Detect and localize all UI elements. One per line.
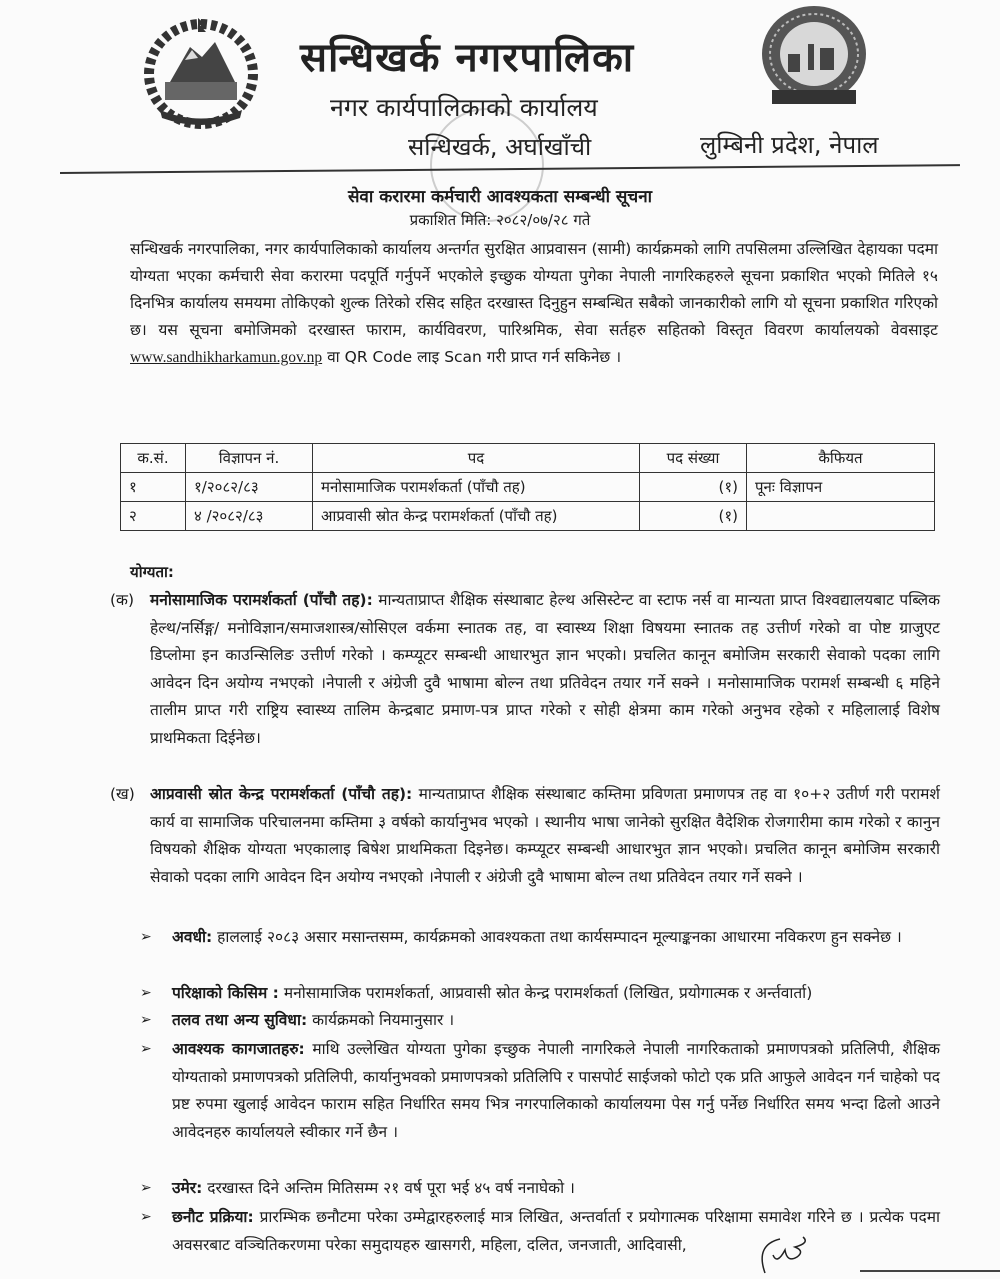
- cell-serial: १: [121, 473, 186, 502]
- header-serial: क.सं.: [121, 444, 186, 473]
- bullet-text: माथि उल्लेखित योग्यता पुगेका इच्छुक नेपाली नागरिकले नेपाली नागरिकताको प्रमाणपत्रको प्रतिलिपी, शैक्षिक योग्यताको प्रमाणपत्रको प्रतिलिपी, कार्यानुभवको प्रमाणपत्रको प्रतिलिपि र पासपोर्ट साईजको फोटो एक प्रति आफुले आवेदन गर्न चाहेको पद प्रष्ट रुपमा खुलाई आवेदन फाराम सहित निर्धारित समय भित्र नगरपालिकाको कार्यालयमा पेस गर्नु पर्नेछ निर्धारित समय भन्दा ढिलो आउने आवेदनहरु कार्यालयले स्वीकार गर्ने छैन ।: [172, 1040, 940, 1141]
- bullet-text: हाललाई २०८३ असार मसान्तसम्म, कार्यक्रमको आवश्यकता तथा कार्यसम्पादन मूल्याङ्कनका आधारमा नविकरण हुन सक्नेछ ।: [212, 928, 902, 946]
- bullet-title: आवश्यक कागजातहरु:: [172, 1040, 305, 1058]
- bullet-duration: [140, 924, 940, 952]
- bullet-title: तलव तथा अन्य सुविधा:: [172, 1011, 308, 1029]
- header-remarks: कैफियत: [747, 444, 935, 473]
- item-text: मान्यताप्राप्त शैक्षिक संस्थाबाट हेल्थ असिस्टेन्ट वा स्टाफ नर्स वा मान्यता प्राप्त विश्वद्यालयबाट पब्लिक हेल्थ/नर्सिङ्ग/ मनोविज्ञान/समाजशास्त्र/सोसिएल वर्कमा स्नातक तह, वा स्वास्थ्य शिक्षा विषयमा स्नातक तह उत्तीर्ण गरेको वा पोष्ट ग्राजुएट डिप्लोमा इन काउन्सिलिङ उत्तीर्ण गरेको । कम्प्यूटर सम्बन्धी आधारभुत ज्ञान भएको। प्रचलित कानून बमोजिम सरकारी सेवाको पदका लागि आवेदन दिन अयोग्य नभएको ।नेपाली र अंग्रेजी दुवै भाषामा बोल्न तथा प्रतिवेदन तयार गर्ने सक्ने । मनोसामाजिक परामर्श सम्बन्धी ६ महिने तालीम प्राप्त गरी राष्ट्रिय स्वास्थ्य तालिम केन्द्रबाट प्रमाण-पत्र प्राप्त गरेको र सोही क्षेत्रमा काम गरेको अनुभव रहेको र महिलालाई विशेष प्राथमिकता दिईनेछ।: [150, 591, 940, 747]
- intro-end-text: वा QR Code लाइ Scan गरी प्राप्त गर्न सकिनेछ ।: [322, 348, 622, 366]
- item-text: मान्यताप्राप्त शैक्षिक संस्थाबाट कम्तिमा प्रविणता प्रमाणपत्र तह वा १०+२ उतीर्ण गरी परामर्श कार्य वा सामाजिक परिचालनमा कम्तिमा ३ वर्षको कार्यानुभव भएको । स्थानीय भाषा जानेको सुरक्षित वैदेशिक रोजगारीमा काम गरेको र कानुन विषयको शैक्षिक योग्यता भएकालाइ बिषेश प्राथमिकता दिइनेछ। कम्प्यूटर सम्बन्धी आधारभुत ज्ञान भएको। प्रचलित कानून बमोजिम सरकारी सेवाको पदका लागि आवेदन दिन अयोग्य नभएको ।नेपाली र अंग्रेजी दुवै भाषामा बोल्न तथा प्रतिवेदन तयार गर्ने सक्ने ।: [150, 785, 940, 886]
- bullet-age: [140, 1175, 940, 1203]
- cell-remarks: पूनः विज्ञापन: [747, 473, 935, 502]
- bullet-text: कार्यक्रमको नियमानुसार ।: [307, 1011, 455, 1029]
- header-post-count: पद संख्या: [640, 444, 747, 473]
- header-post: पद: [313, 444, 640, 473]
- arrow-bullet-icon: ➢: [140, 1209, 152, 1225]
- bullet-title: उमेर:: [172, 1179, 203, 1197]
- cell-post-count: (१): [640, 473, 747, 502]
- item-label: (ख): [110, 785, 135, 803]
- vacancy-table: [120, 443, 935, 531]
- bullet-text: प्रारम्भिक छनौटमा परेका उम्मेद्वारहरुलाई मात्र लिखित, अन्तर्वार्ता र प्रयोगात्मक परिक्षामा समावेश गरिने छ । प्रत्येक पदमा अवसरबाट वञ्चितिकरणमा परेका समुदायहरु खासगरी, महिला, दलित, जनजाती, आदिवासी,: [172, 1208, 940, 1254]
- bullet-documents: [140, 1036, 940, 1146]
- cell-serial: २: [121, 502, 186, 531]
- cell-post: आप्रवासी स्रोत केन्द्र परामर्शकर्ता (पाँचौ तह): [313, 502, 640, 531]
- page-bottom-line: [860, 1270, 1000, 1272]
- office-name: नगर कार्यपालिकाको कार्यालय: [330, 93, 598, 122]
- bullet-body: [172, 1175, 940, 1203]
- cell-remarks: [747, 502, 935, 531]
- header-ad-number: विज्ञापन नं.: [186, 444, 313, 473]
- location-province: लुम्बिनी प्रदेश, नेपाल: [700, 131, 879, 159]
- website-link[interactable]: www.sandhikharkamun.gov.np: [130, 349, 323, 366]
- qualification-item-kha: [110, 781, 940, 891]
- municipality-seal-icon: [758, 4, 870, 112]
- cell-post-count: (१): [640, 502, 747, 531]
- bullet-text: मनोसामाजिक परामर्शकर्ता, आप्रवासी स्रोत केन्द्र परामर्शकर्ता (लिखित, प्रयोगात्मक र अर्न्तवार्ता): [278, 984, 813, 1002]
- bullet-body: [172, 1204, 940, 1259]
- arrow-bullet-icon: ➢: [140, 985, 152, 1001]
- intro-text: सन्धिखर्क नगरपालिका, नगर कार्यपालिकाको कार्यालय अन्तर्गत सुरक्षित आप्रवासन (सामी) कार्यक्रमको लागि तपसिलमा उल्लिखित देहायका पदमा योग्यता भएका कर्मचारी सेवा करारमा पदपूर्ति गर्नुपर्ने भएकोले इच्छुक योग्यता पुगेका नेपाली नागरिकहरुले सूचना प्रकाशित भएको मितिले १५ दिनभित्र कार्यालय समयमा तोकिएको शुल्क तिरेको रसिद सहित दरखास्त दिनुहुन सम्बन्धित सबैको जानकारीको लागि यो सूचना प्रकाशित गरिएको छ। यस सूचना बमोजिमको दरखास्त फाराम, कार्यविवरण, पारिश्रमिक, सेवा सर्तहरु सहितको विस्तृत विवरण कार्यालयको वेवसाइट: [130, 240, 938, 339]
- bullet-body: [172, 1036, 940, 1146]
- notice-intro: [130, 236, 938, 371]
- nepal-government-emblem-icon: [140, 12, 262, 130]
- qualification-item-ka: [110, 587, 940, 752]
- notice-title: सेवा करारमा कर्मचारी आवश्यकता सम्बन्धी सूचना: [347, 187, 653, 207]
- cell-post: मनोसामाजिक परामर्शकर्ता (पाँचौ तह): [313, 473, 640, 502]
- cell-ad-number: १/२०८२/८३: [186, 473, 313, 502]
- table-header-row: [121, 444, 935, 473]
- bullet-body: [172, 1007, 940, 1035]
- item-body: [150, 781, 940, 891]
- arrow-bullet-icon: ➢: [140, 1041, 152, 1057]
- bullet-text: दरखास्त दिने अन्तिम मितिसम्म २१ वर्ष पूरा भई ४५ वर्ष ननाघेको ।: [202, 1179, 575, 1197]
- qualifications-heading: योग्यता:: [130, 563, 174, 581]
- bullet-selection-process: [140, 1204, 940, 1259]
- bullet-title: छनौट प्रक्रिया:: [172, 1208, 254, 1226]
- arrow-bullet-icon: ➢: [140, 1012, 152, 1028]
- bullet-body: [172, 924, 940, 952]
- municipality-name: सन्धिखर्क नगरपालिका: [300, 35, 635, 81]
- table-row: [121, 473, 935, 502]
- bullet-body: [172, 980, 940, 1008]
- published-date: प्रकाशित मिति: २०८२/०७/२८ गते: [409, 211, 591, 229]
- item-title: मनोसामाजिक परामर्शकर्ता (पाँचौ तह):: [150, 591, 373, 609]
- bullet-title: परिक्षाको किसिम :: [172, 984, 279, 1002]
- arrow-bullet-icon: ➢: [140, 929, 152, 945]
- item-title: आप्रवासी स्रोत केन्द्र परामर्शकर्ता (पाँचौ तह):: [150, 785, 413, 803]
- location-district: सन्धिखर्क, अर्घाखाँची: [408, 133, 592, 161]
- bullet-salary: [140, 1007, 940, 1035]
- arrow-bullet-icon: ➢: [140, 1180, 152, 1196]
- item-label: (क): [110, 591, 134, 609]
- cell-ad-number: ४ /२०८२/८३: [186, 502, 313, 531]
- bullet-title: अवधी:: [172, 928, 213, 946]
- bullet-exam-type: [140, 980, 940, 1008]
- signature-mark: [755, 1235, 815, 1275]
- table-row: [121, 502, 935, 531]
- item-body: [150, 587, 940, 752]
